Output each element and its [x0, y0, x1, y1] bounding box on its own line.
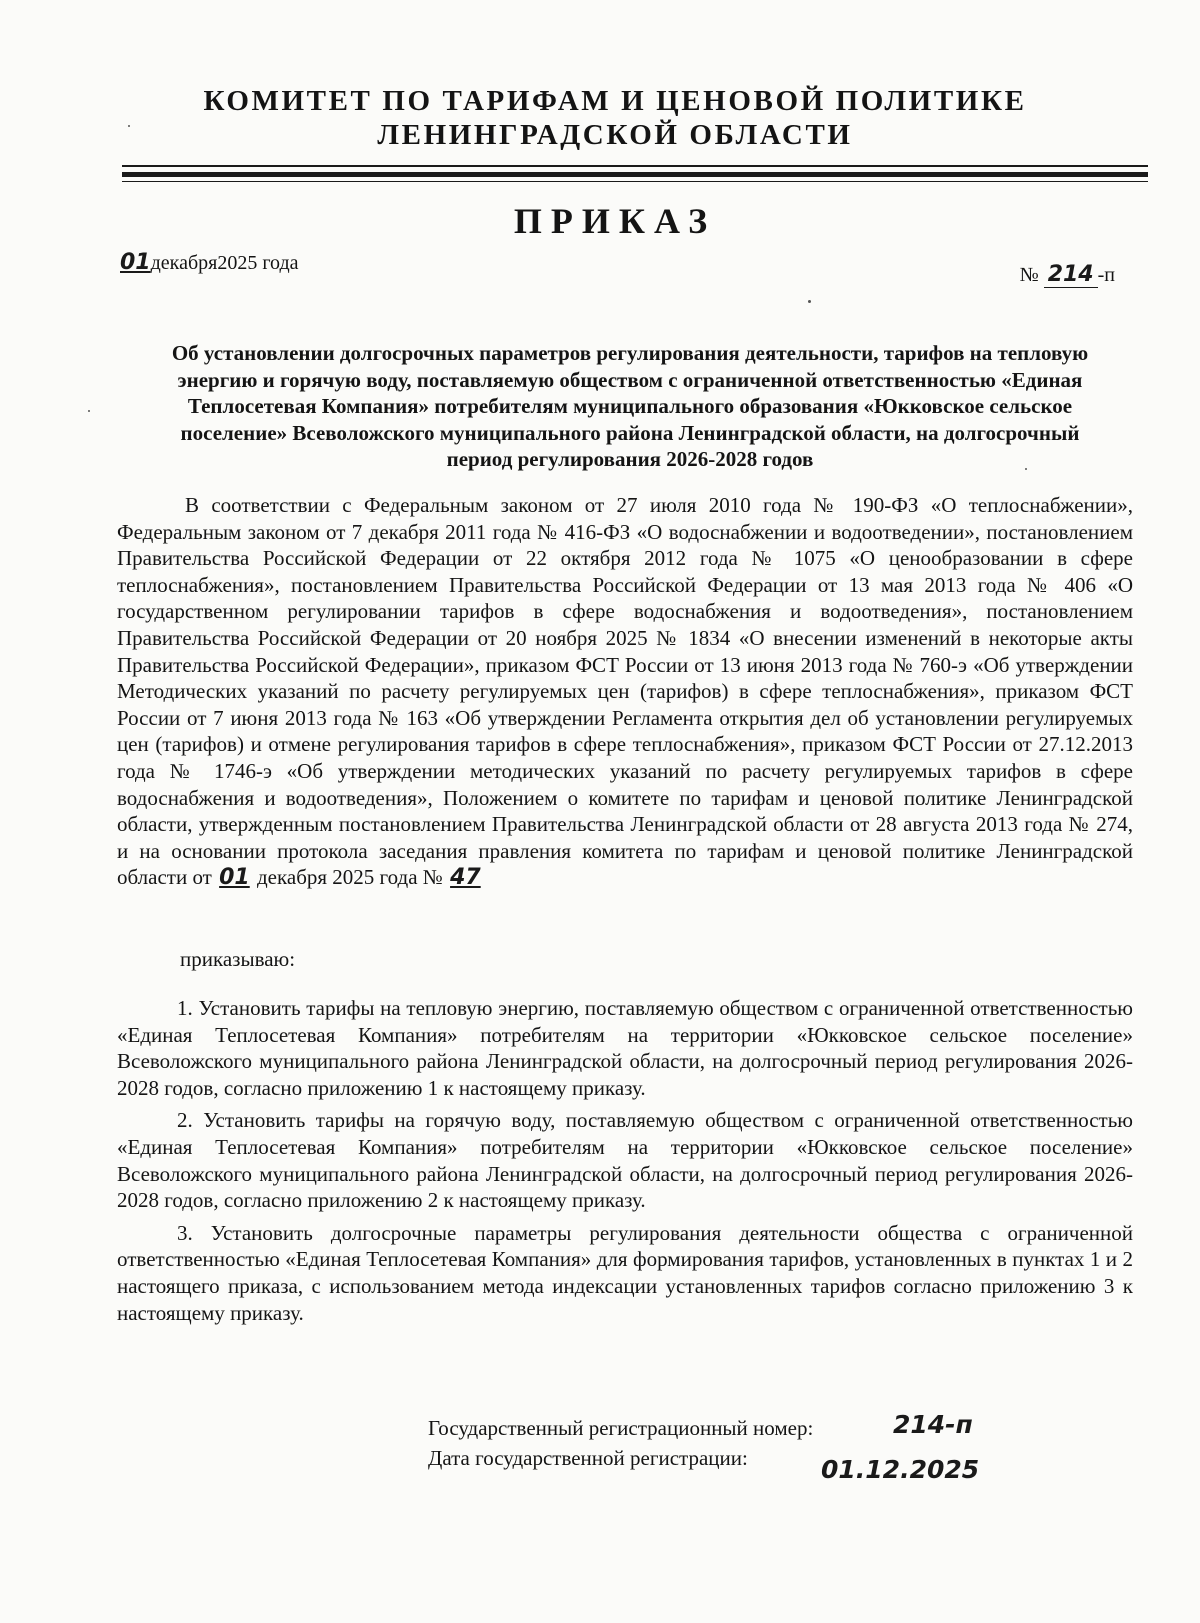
- registration-block: [428, 1410, 980, 1484]
- document-title: ПРИКАЗ: [513, 201, 717, 241]
- scan-speck: [808, 300, 811, 303]
- document-number: [1020, 262, 1115, 288]
- registration-date-label: Дата государственной регистрации:: [428, 1446, 748, 1470]
- document-date: [120, 250, 299, 275]
- registration-date-handwritten: 01.12.2025: [821, 1455, 980, 1484]
- header-divider-thin-top: [122, 165, 1148, 167]
- header-divider-thin-bottom: [122, 181, 1148, 182]
- issuer-line-1: КОМИТЕТ ПО ТАРИФАМ И ЦЕНОВОЙ ПОЛИТИКЕ: [203, 85, 1027, 117]
- number-prefix: №: [1019, 264, 1039, 286]
- order-item: 3. Установить долгосрочные параметры регулирования деятельности общества с ограниченной ответственностью «Единая Теплосетевая Компания» для формирования тарифов, установленных в пунктах 1 и 2 настоящего приказа, с использованием метода индексации установленных тарифов согласно приложению 3 к настоящему приказу.: [117, 1220, 1133, 1325]
- preamble-text: В соответствии с Федеральным законом от 27 июля 2010 года № 190-ФЗ «О теплоснабжении», Федеральным законом от 7 декабря 2011 года № 416-ФЗ «О водоснабжении и водоотведении», постановлением Правительства Российской Федерации от 22 октября 2012 года № 1075 «О ценообразовании в сфере теплоснабжения», постановлением Правительства Российской Федерации от 13 мая 2013 года № 406 «О государственном регулировании тарифов в сфере водоснабжения и водоотведения», постановлением Правительства Российской Федерации от 20 ноября 2025 № 1834 «О внесении изменений в некоторые акты Правительства Российской Федерации», приказом ФСТ России от 13 июня 2013 года № 760-э «Об утверждении Методических указаний по расчету регулируемых цен (тарифов) в сфере теплоснабжения», приказом ФСТ России от 7 июня 2013 года № 163 «Об утверждении Регламента открытия дел об установлении регулируемых цен (тарифов) и отмене регулирования тарифов в сфере теплоснабжения», приказом ФСТ России от 27.12.2013 года № 1746-э «Об утверждении методических указаний по расчету регулируемых тарифов в сфере водоснабжения и водоотведения», Положением о комитете по тарифам и ценовой политике Ленинградской области, утвержденным постановлением Правительства Ленинградской области от 28 августа 2013 года № 274, и на основании протокола заседания правления комитета по тарифам и ценовой политике Ленинградской области от: [117, 493, 1133, 890]
- order-word: приказываю:: [180, 947, 296, 971]
- issuer-header: [0, 84, 1200, 152]
- protocol-number-handwritten: 47: [450, 865, 481, 891]
- date-rest: декабря2025 года: [150, 252, 299, 274]
- date-day-handwritten: 01: [120, 250, 151, 275]
- header-divider-thick: [122, 172, 1148, 177]
- order-items: [117, 995, 1133, 1332]
- registration-date-row: [428, 1443, 980, 1484]
- scan-speck: [88, 410, 90, 412]
- registration-number-handwritten: 214-п: [893, 1410, 973, 1439]
- scan-speck: [1025, 468, 1027, 470]
- registration-number-label: Государственный регистрационный номер:: [428, 1416, 814, 1440]
- number-suffix: -п: [1097, 264, 1115, 286]
- preamble-paragraph: [117, 492, 1133, 892]
- protocol-day-handwritten: 01: [219, 865, 250, 891]
- document-subject: Об установлении долгосрочных параметров регулирования деятельности, тарифов на тепловую энергию и горячую воду, поставляемую обществом с ограниченной ответственностью «Единая Теплосетевая Компания» потребителям муниципального образования «Юкковское сельское поселение» Всеволожского муниципального района Ленинградской области, на долгосрочный период регулирования 2026-2028 годов: [171, 341, 1089, 472]
- order-item: 1. Установить тарифы на тепловую энергию, поставляемую обществом с ограниченной ответственностью «Единая Теплосетевая Компания» потребителям на территории «Юкковское сельское поселение» Всеволожского муниципального района Ленинградской области, на долгосрочный период регулирования 2026-2028 годов, согласно приложению 1 к настоящему приказу.: [117, 996, 1133, 1100]
- scan-speck: [128, 125, 130, 127]
- order-item: 2. Установить тарифы на горячую воду, поставляемую обществом с ограниченной ответственностью «Единая Теплосетевая Компания» потребителям на территории «Юкковское сельское поселение» Всеволожского муниципального района Ленинградской области, на долгосрочный период регулирования 2026-2028 годов, согласно приложению 2 к настоящему приказу.: [117, 1108, 1133, 1213]
- registration-number-row: [428, 1410, 973, 1443]
- issuer-line-2: ЛЕНИНГРАДСКОЙ ОБЛАСТИ: [377, 119, 853, 151]
- preamble-mid: декабря 2025 года №: [256, 865, 443, 890]
- number-value-handwritten: 214: [1044, 262, 1098, 288]
